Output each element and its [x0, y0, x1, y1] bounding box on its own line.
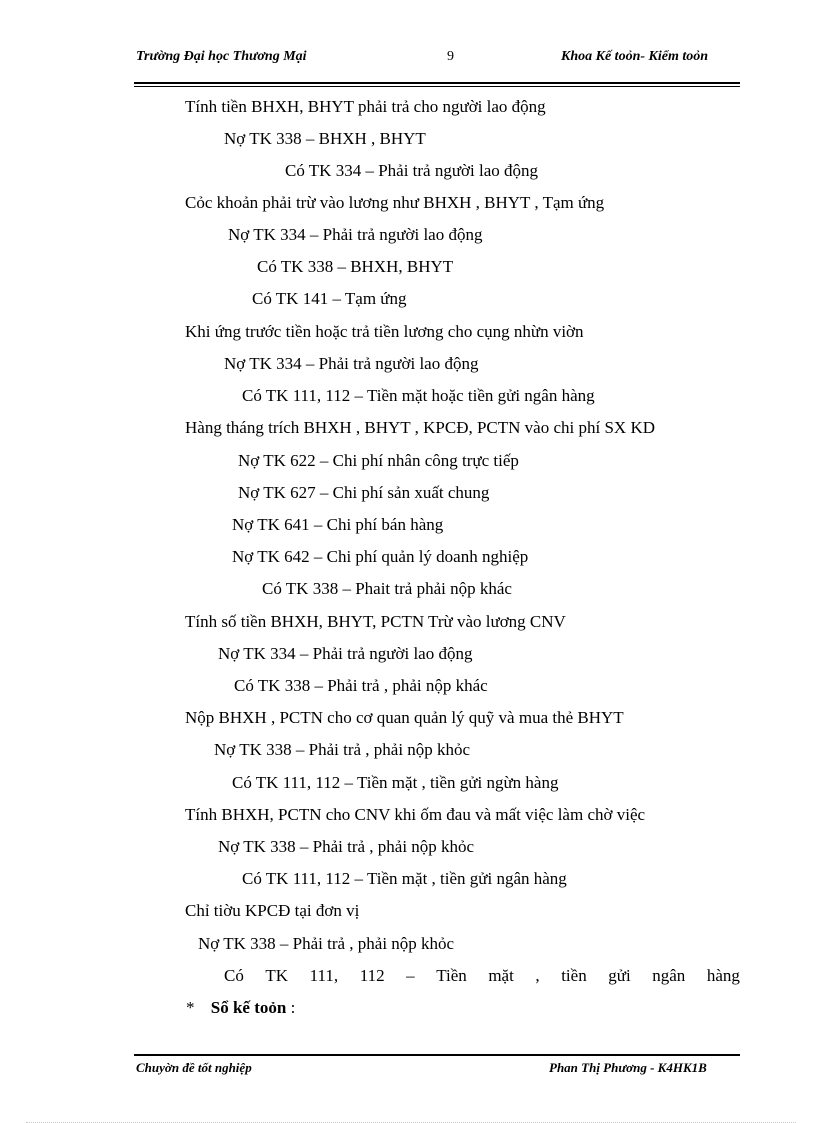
section-heading	[186, 998, 295, 1018]
body-line: Nợ TK 338 – Phải trả , phải nộp khỏc	[218, 837, 475, 856]
body-line: Nợ TK 338 – Phải trả , phải nộp khỏc	[198, 934, 455, 953]
header-rule-thin	[134, 86, 740, 87]
body-line: Có TK 111, 112 – Tiền mặt , tiền gửi ngừn hàng	[232, 773, 559, 792]
footer-rule	[134, 1054, 740, 1056]
body-line: Nộp BHXH , PCTN cho cơ quan quản lý quỹ và mua thẻ BHYT	[185, 708, 624, 727]
body-line: Chỉ tiờu KPCĐ tại đơn vị	[185, 901, 360, 920]
body-line: Có TK 338 – BHXH, BHYT	[257, 257, 454, 276]
header-department: Khoa Kế toỏn- Kiểm toỏn	[561, 49, 709, 64]
body-line-justified	[224, 966, 740, 986]
body-line: Nợ TK 641 – Chi phí bán hàng	[232, 515, 444, 534]
body-line: Nợ TK 334 – Phải trả người lao động	[224, 354, 479, 373]
body-line: Nợ TK 334 – Phải trả người lao động	[228, 225, 483, 244]
body-line: Nợ TK 338 – BHXH , BHYT	[224, 129, 426, 148]
body-line: Cỏc khoản phải trừ vào lương như BHXH , BHYT , Tạm ứng	[185, 193, 605, 212]
body-line: Tính số tiền BHXH, BHYT, PCTN Trừ vào lương CNV	[185, 612, 566, 631]
word: tiền	[561, 966, 587, 985]
footer-author: Phan Thị Phương - K4HK1B	[549, 1060, 707, 1075]
body-line: Có TK 141 – Tạm ứng	[252, 289, 407, 308]
section-label: Sổ kế toỏn	[210, 998, 287, 1017]
word: –	[406, 966, 415, 985]
word: mặt	[488, 966, 514, 985]
word: Có	[224, 966, 244, 985]
word: hàng	[706, 966, 740, 985]
section-suffix: :	[286, 998, 296, 1017]
body-line: Nợ TK 622 – Chi phí nhân công trực tiếp	[238, 451, 519, 470]
footer-title: Chuyờn đề tốt nghiệp	[136, 1060, 252, 1075]
word: Tiền	[436, 966, 467, 985]
body-line: Có TK 338 – Phải trả , phải nộp khác	[234, 676, 488, 695]
body-line: Nợ TK 334 – Phải trả người lao động	[218, 644, 473, 663]
body-line: Hàng tháng trích BHXH , BHYT , KPCĐ, PCTN vào chi phí SX KD	[185, 418, 656, 437]
header-school-name: Trường Đại học Thương Mại	[136, 49, 307, 64]
body-line: Tính tiền BHXH, BHYT phải trả cho người lao động	[185, 97, 546, 116]
body-line: Có TK 338 – Phait trả phải nộp khác	[262, 579, 512, 598]
body-line: Tính BHXH, PCTN cho CNV khi ốm đau và mất việc làm chờ việc	[185, 805, 646, 824]
word: ,	[535, 966, 540, 985]
word: ngân	[652, 966, 686, 985]
body-line: Có TK 111, 112 – Tiền mặt hoặc tiền gửi ngân hàng	[242, 386, 595, 405]
body-line: Nợ TK 642 – Chi phí quản lý doanh nghiệp	[232, 547, 529, 566]
body-line: Nợ TK 338 – Phải trả , phải nộp khỏc	[214, 740, 471, 759]
body-line: Nợ TK 627 – Chi phí sản xuất chung	[238, 483, 490, 502]
word: TK	[265, 966, 289, 985]
word: gửi	[608, 966, 631, 985]
word: 112	[359, 966, 385, 985]
word: 111,	[309, 966, 339, 985]
body-line: Có TK 334 – Phải trả người lao động	[285, 161, 539, 180]
bullet: *	[186, 998, 195, 1017]
header-rule-thick	[134, 82, 740, 84]
body-line: Khi ứng trước tiền hoặc trả tiền lương cho cụng nhừn viờn	[185, 322, 584, 341]
body-line: Có TK 111, 112 – Tiền mặt , tiền gửi ngân hàng	[242, 869, 567, 888]
page-number: 9	[447, 49, 454, 64]
